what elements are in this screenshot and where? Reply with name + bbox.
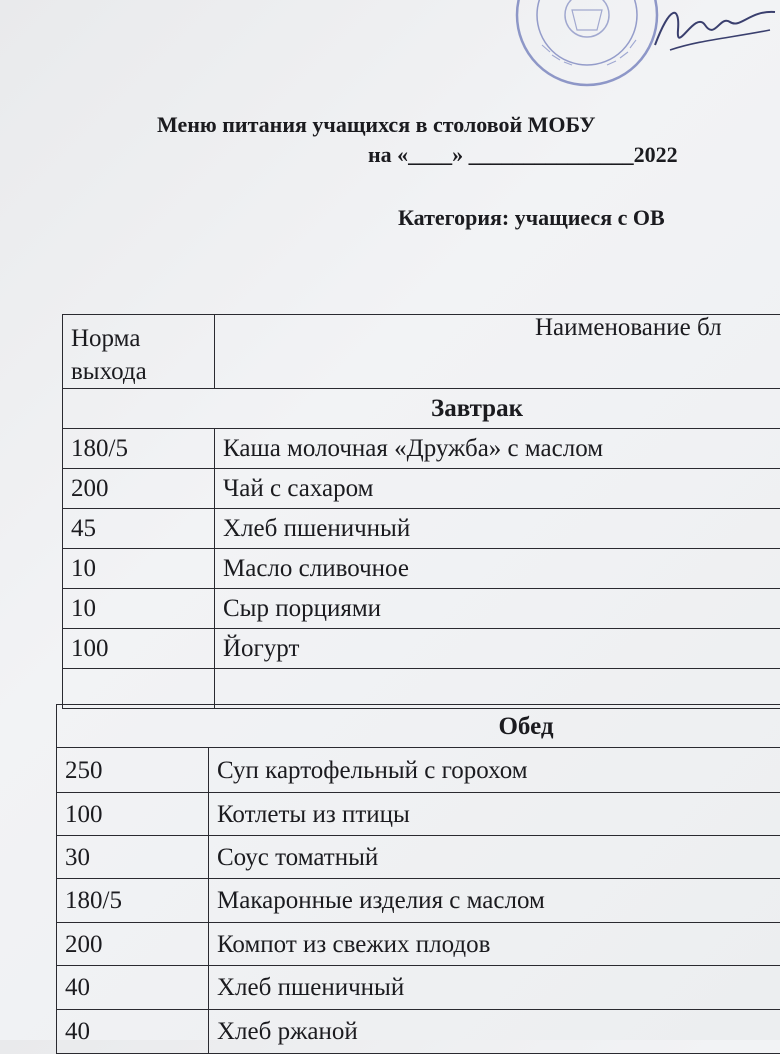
table-row (57, 836, 780, 879)
table-row (57, 793, 780, 836)
row-norm: 30 (57, 836, 209, 879)
table-row (57, 1010, 780, 1054)
row-norm: 100 (57, 793, 209, 836)
row-name: Каша молочная «Дружба» с маслом (215, 429, 780, 469)
table-row (57, 748, 780, 793)
official-stamp (512, 0, 662, 90)
row-name: Компот из свежих плодов (209, 923, 780, 966)
row-norm: 40 (57, 1010, 209, 1054)
menu-table-breakfast (62, 314, 780, 709)
row-name: Йогурт (215, 629, 780, 669)
section-lunch: Обед (57, 705, 780, 748)
row-norm: 100 (63, 629, 215, 669)
empty-row (63, 669, 780, 709)
table-row (57, 879, 780, 923)
table-row (63, 629, 780, 669)
row-norm: 10 (63, 549, 215, 589)
row-norm: 200 (57, 923, 209, 966)
row-norm: 45 (63, 509, 215, 549)
table-row (63, 589, 780, 629)
row-norm: 10 (63, 589, 215, 629)
row-norm: 250 (57, 748, 209, 793)
row-name: Суп картофельный с горохом (209, 748, 780, 793)
row-name: Сыр порциями (215, 589, 780, 629)
row-norm: 180/5 (57, 879, 209, 923)
section-row (63, 389, 780, 429)
table-row (63, 469, 780, 509)
row-name: Соус томатный (209, 836, 780, 879)
menu-table-lunch (56, 704, 780, 1054)
table-row (63, 509, 780, 549)
row-name: Котлеты из птицы (209, 793, 780, 836)
row-name: Макаронные изделия с маслом (209, 879, 780, 923)
row-name: Масло сливочное (215, 549, 780, 589)
section-row (57, 705, 780, 748)
row-name: Хлеб пшеничный (209, 966, 780, 1010)
row-norm: 200 (63, 469, 215, 509)
table-row (57, 923, 780, 966)
category-line: Категория: учащиеся с ОВ (398, 205, 665, 231)
row-name: Хлеб ржаной (209, 1010, 780, 1054)
row-name: Хлеб пшеничный (215, 509, 780, 549)
table-header-row (63, 315, 780, 389)
section-breakfast: Завтрак (63, 389, 780, 429)
table-row (63, 429, 780, 469)
table-row (63, 549, 780, 589)
date-line: на «____» _______________2022 (368, 142, 678, 168)
header-name: Наименование бл (215, 315, 780, 389)
row-name: Чай с сахаром (215, 469, 780, 509)
page-title: Меню питания учащихся в столовой МОБУ (157, 112, 595, 138)
table-row (57, 966, 780, 1010)
row-norm: 40 (57, 966, 209, 1010)
row-norm: 180/5 (63, 429, 215, 469)
header-norm: Норма выхода (63, 315, 215, 389)
signature (650, 0, 780, 60)
